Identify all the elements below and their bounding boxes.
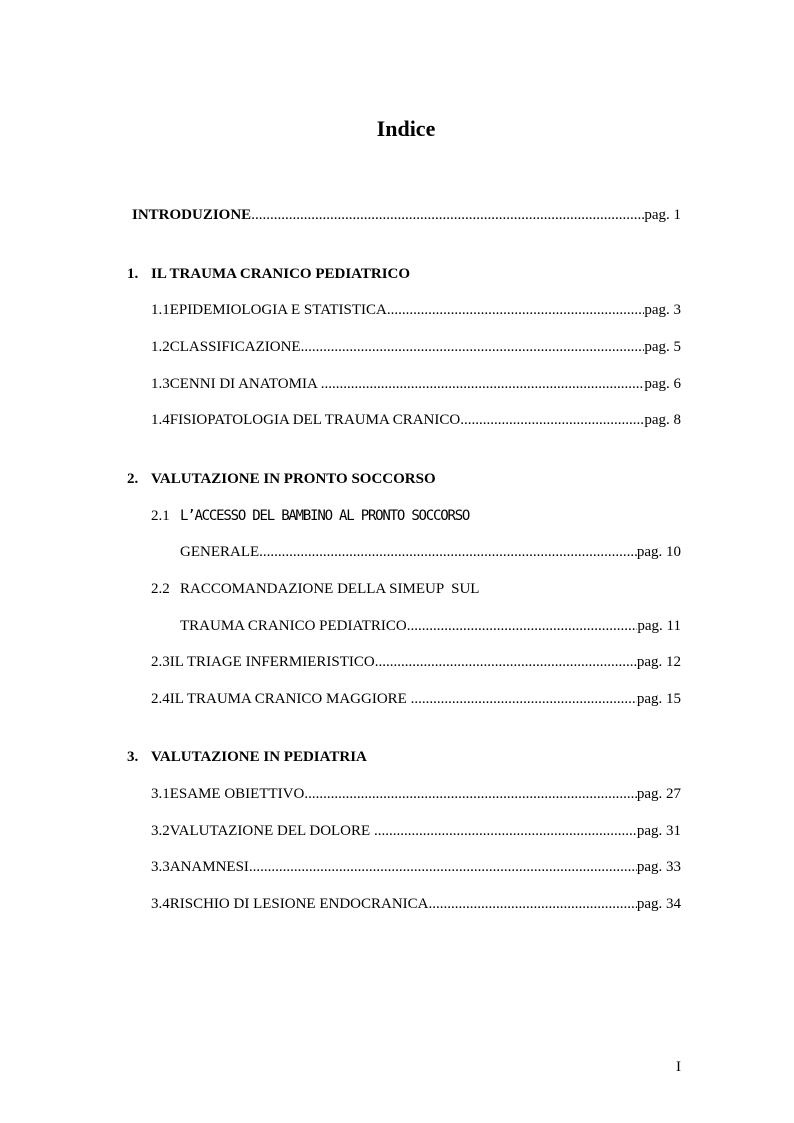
toc-entry-title: RISCHIO DI LESIONE ENDOCRANICA bbox=[169, 896, 429, 912]
toc-entry-2-3[interactable] bbox=[151, 652, 681, 672]
toc-entry-page: pag. 12 bbox=[636, 654, 681, 670]
dot-leader bbox=[407, 616, 638, 636]
toc-entry-title: EPIDEMIOLOGIA E STATISTICA bbox=[169, 302, 387, 318]
dot-leader bbox=[251, 205, 644, 225]
dot-leader bbox=[460, 410, 644, 430]
toc-entry-3-1[interactable] bbox=[151, 784, 681, 804]
toc-entry-3-2[interactable] bbox=[151, 821, 681, 841]
section-number: 2.3 bbox=[151, 654, 170, 670]
toc-entry-page: pag. 11 bbox=[637, 618, 681, 634]
dot-leader bbox=[249, 857, 637, 877]
toc-entry-page: pag. 31 bbox=[636, 823, 681, 839]
toc-entry-page: pag. 10 bbox=[636, 544, 681, 560]
toc-entry-1-1[interactable] bbox=[151, 300, 681, 320]
chapter-title: VALUTAZIONE IN PEDIATRIA bbox=[151, 749, 367, 765]
dot-leader bbox=[321, 374, 645, 394]
page-title: Indice bbox=[376, 116, 436, 141]
toc-entry-title: FISIOPATOLOGIA DEL TRAUMA CRANICO bbox=[169, 412, 461, 428]
section-number: 2.1 bbox=[151, 508, 170, 524]
toc-entry-title: IL TRIAGE INFERMIERISTICO bbox=[169, 654, 375, 670]
toc-entry-title: IL TRAUMA CRANICO MAGGIORE bbox=[169, 691, 411, 707]
section-number: 3.1 bbox=[151, 786, 170, 802]
dot-leader bbox=[259, 542, 637, 562]
chapter-number: 1. bbox=[127, 266, 139, 282]
toc-entry-page: pag. 33 bbox=[636, 859, 681, 875]
dot-leader bbox=[375, 652, 637, 672]
toc-entry-title: RACCOMANDAZIONE DELLA SIMEUP SUL bbox=[180, 581, 480, 597]
toc-entry-title: VALUTAZIONE DEL DOLORE bbox=[169, 823, 374, 839]
toc-entry-2-1-line2[interactable] bbox=[180, 542, 681, 562]
section-number: 1.4 bbox=[151, 412, 170, 428]
chapter-title: VALUTAZIONE IN PRONTO SOCCORSO bbox=[151, 471, 436, 487]
toc-entry-page: pag. 3 bbox=[644, 302, 681, 318]
toc-entry-page: pag. 27 bbox=[636, 786, 681, 802]
toc-entry-page: pag. 34 bbox=[636, 896, 681, 912]
toc-entry-1-3[interactable] bbox=[151, 374, 681, 394]
toc-entry-2-2-line1[interactable] bbox=[151, 579, 479, 599]
chapter-heading-1[interactable] bbox=[127, 264, 410, 284]
dot-leader bbox=[429, 894, 637, 914]
toc-entry-1-2[interactable] bbox=[151, 337, 681, 357]
toc-entry-title-continued: GENERALE bbox=[180, 544, 260, 560]
chapter-number: 2. bbox=[127, 471, 139, 487]
toc-entry-title: L’ACCESSO DEL BAMBINO AL PRONTO SOCCORSO bbox=[180, 508, 470, 524]
toc-entry-title-continued: TRAUMA CRANICO PEDIATRICO bbox=[180, 618, 407, 634]
toc-entry-page: pag. 1 bbox=[644, 207, 681, 223]
dot-leader bbox=[387, 300, 644, 320]
dot-leader bbox=[374, 821, 637, 841]
section-number: 1.2 bbox=[151, 339, 170, 355]
toc-entry-title: INTRODUZIONE bbox=[132, 207, 252, 223]
dot-leader bbox=[301, 337, 645, 357]
toc-entry-3-3[interactable] bbox=[151, 857, 681, 877]
section-number: 3.3 bbox=[151, 859, 170, 875]
toc-entry-2-2-line2[interactable] bbox=[180, 616, 681, 636]
chapter-heading-3[interactable] bbox=[127, 747, 367, 767]
toc-entry-page: pag. 8 bbox=[644, 412, 681, 428]
chapter-title: IL TRAUMA CRANICO PEDIATRICO bbox=[151, 266, 411, 282]
page-number: I bbox=[676, 1059, 681, 1075]
toc-entry-3-4[interactable] bbox=[151, 894, 681, 914]
section-number: 1.3 bbox=[151, 376, 170, 392]
toc-entry-page: pag. 15 bbox=[636, 691, 681, 707]
section-number: 2.2 bbox=[151, 581, 170, 597]
toc-entry-page: pag. 5 bbox=[644, 339, 681, 355]
toc-entry-title: CLASSIFICAZIONE bbox=[169, 339, 301, 355]
section-number: 2.4 bbox=[151, 691, 170, 707]
toc-entry-title: ESAME OBIETTIVO bbox=[169, 786, 305, 802]
section-number: 1.1 bbox=[151, 302, 170, 318]
toc-entry-title: ANAMNESI bbox=[169, 859, 249, 875]
toc-entry-title: CENNI DI ANATOMIA bbox=[169, 376, 321, 392]
toc-entry-2-1-line1[interactable] bbox=[151, 506, 469, 526]
chapter-number: 3. bbox=[127, 749, 139, 765]
chapter-heading-2[interactable] bbox=[127, 469, 436, 489]
section-number: 3.2 bbox=[151, 823, 170, 839]
toc-entry-introduzione[interactable] bbox=[132, 205, 681, 225]
dot-leader bbox=[411, 689, 637, 709]
toc-entry-1-4[interactable] bbox=[151, 410, 681, 430]
toc-entry-page: pag. 6 bbox=[644, 376, 681, 392]
dot-leader bbox=[304, 784, 637, 804]
section-number: 3.4 bbox=[151, 896, 170, 912]
toc-entry-2-4[interactable] bbox=[151, 689, 681, 709]
